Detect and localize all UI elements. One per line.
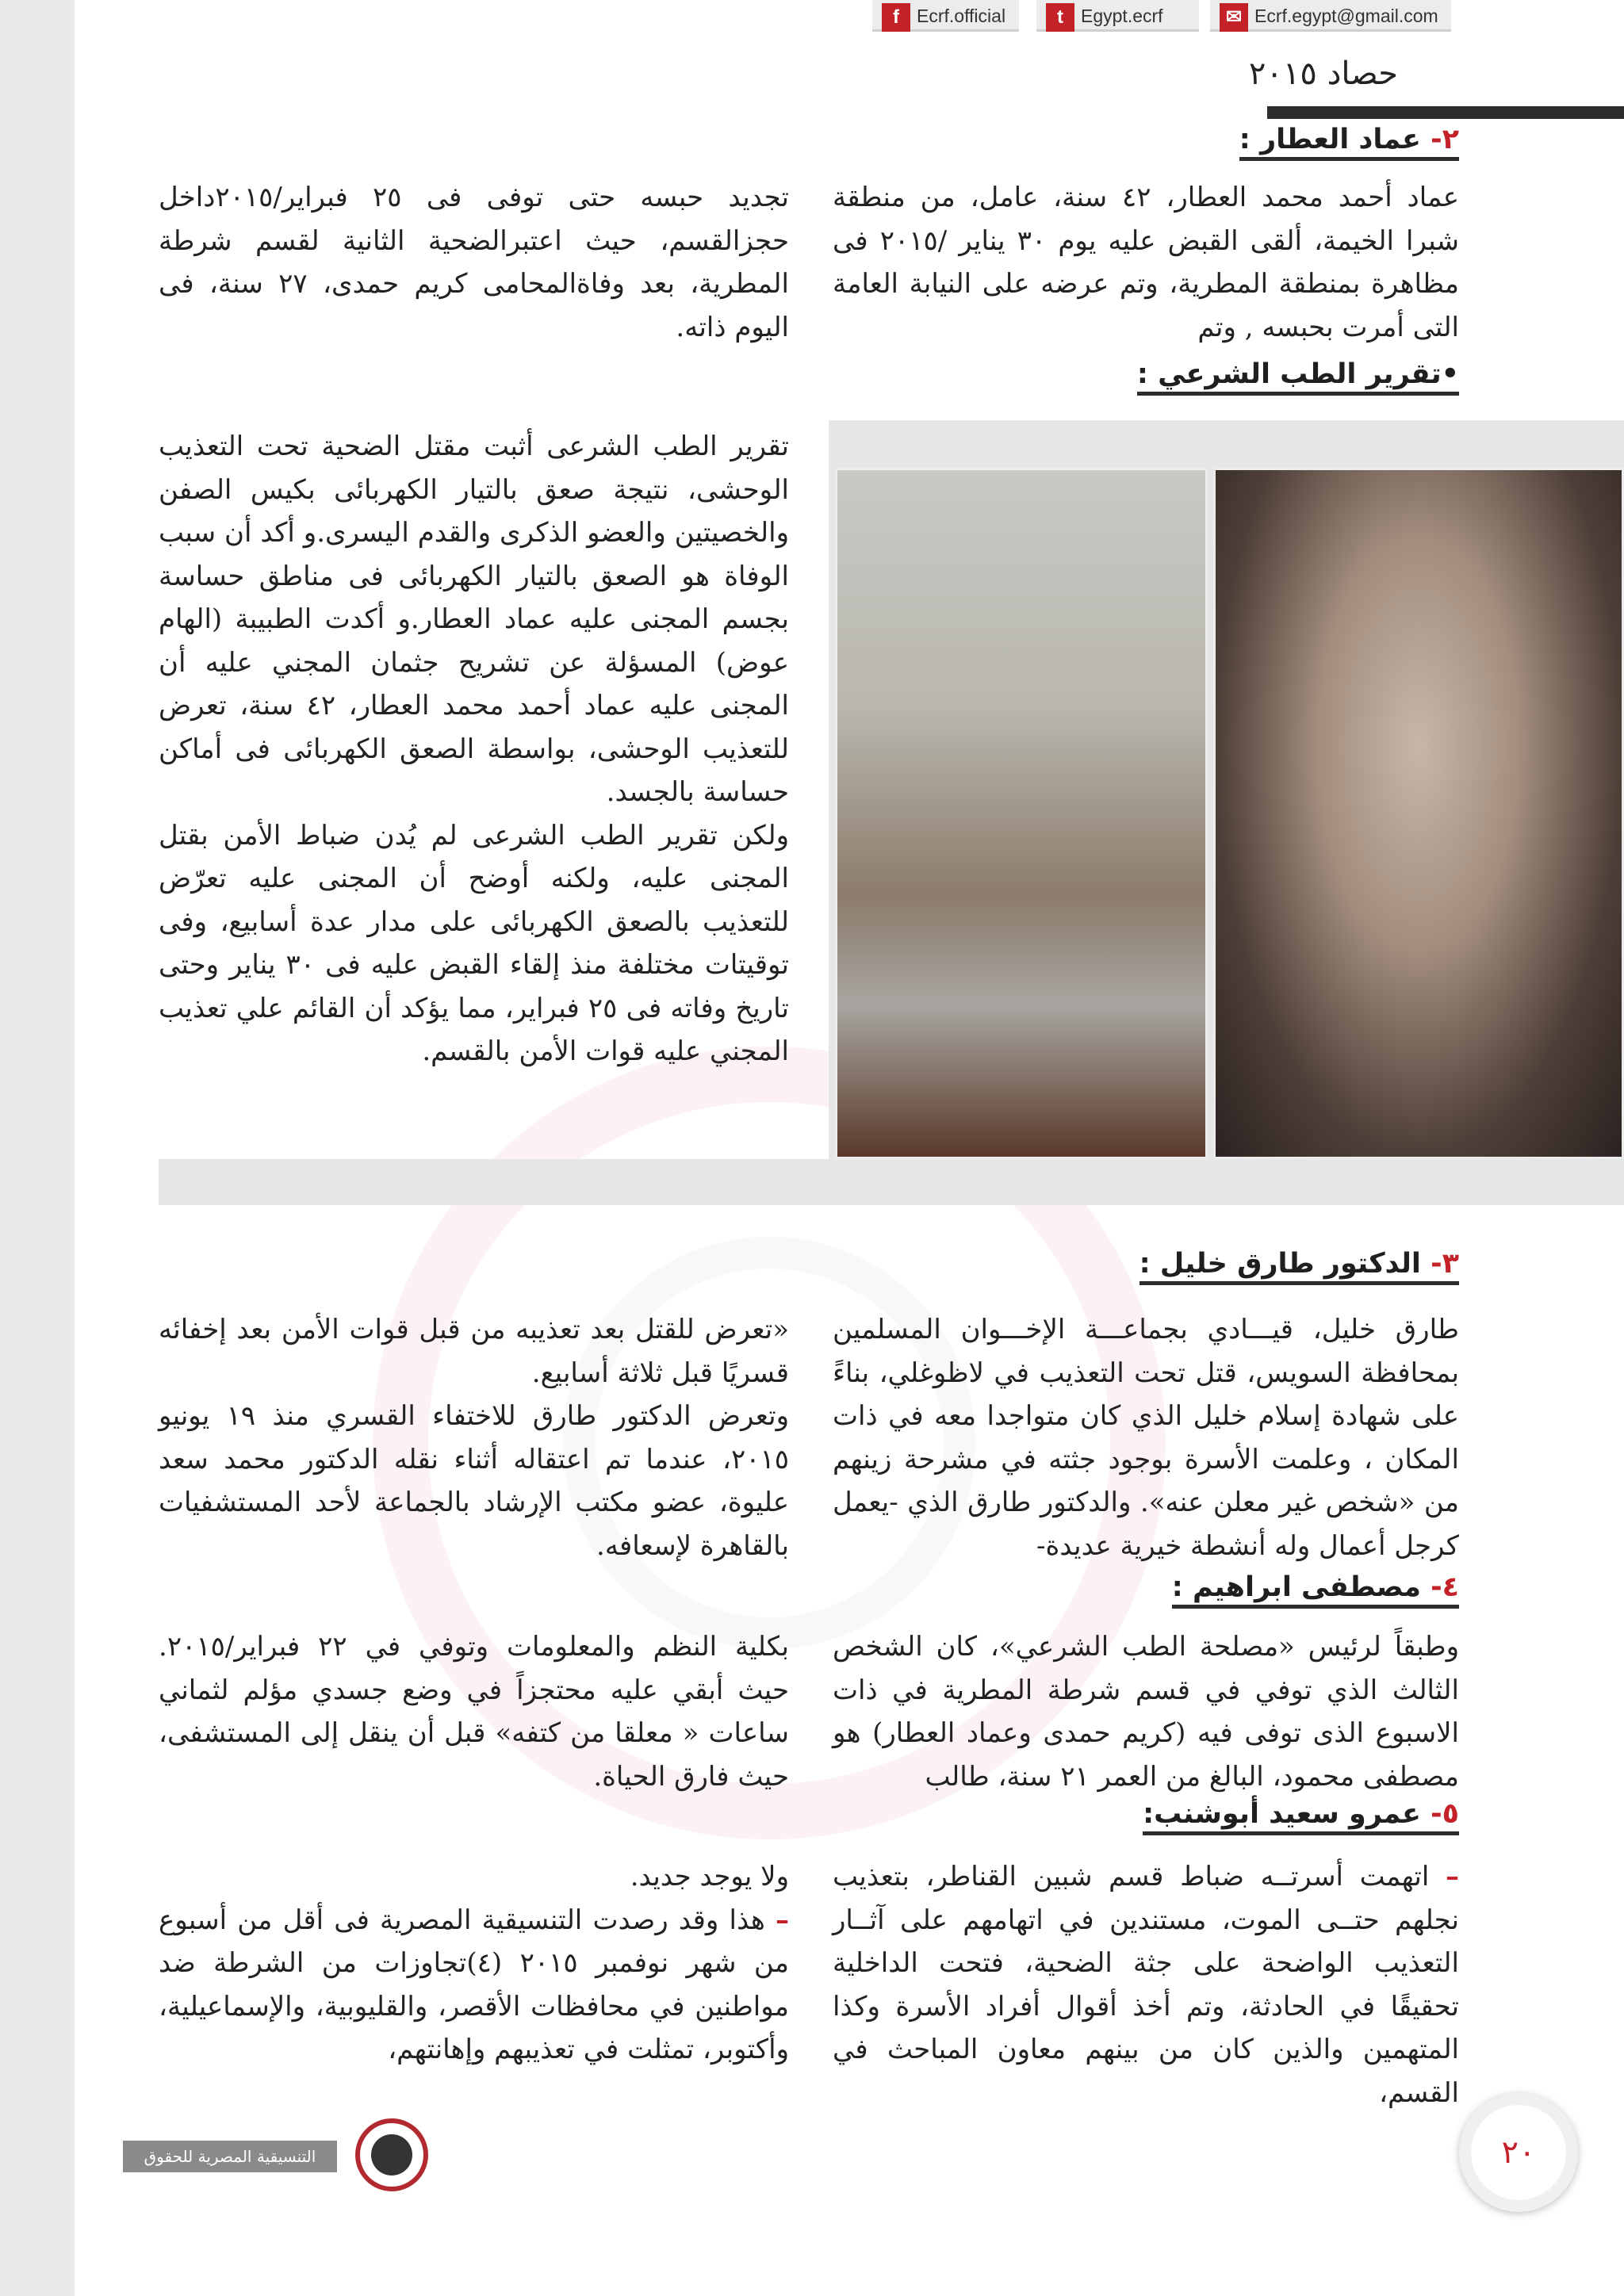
victim-body-photo xyxy=(835,468,1208,1159)
section-3-left-text xyxy=(159,1308,789,1567)
forensic-report-paragraph-2: ولكن تقرير الطب الشرعى لم يُدن ضباط الأمن بقتل المجنى عليه، ولكنه أوضح أن المجنى عليه تعرّض للتعذيب بالصعق الكهربائى على مدار عدة أسابيع، وفى توقيتات مختلفة منذ إلقاء القبض عليه فى ٣٠ يناير وحتى تاريخ وفاته فى ٢٥ فبراير، مما يؤكد أن القائم علي تعذيب المجني عليه قوات الأمن بالقسم. xyxy=(159,819,789,1067)
grey-band xyxy=(159,1159,1624,1205)
section-3-number: ٣- xyxy=(1431,1248,1459,1280)
section-4-title: مصطفى ابراهيم : xyxy=(1171,1571,1421,1603)
facebook-handle: Ecrf.official xyxy=(917,6,1006,26)
forensic-report-text xyxy=(159,425,789,1073)
section-5-heading xyxy=(1143,1798,1459,1830)
running-head: حصاد ٢٠١٥ xyxy=(1248,55,1398,92)
section-5-right-text: – اتهمت أسرتــه ضباط قسم شبين القناطر، بتعذيب نجلهم حتــى الموت، مستندين في اتهامهم على آثــار التعذيب الواضحة على جثة الضحية، فتحت الداخلية تحقيقًا في الحادثة، وتم أخذ أقوال أفراد الأسرة وكذا المتهمين والذين كان من بينهم معاون المباحث في القسم، xyxy=(833,1861,1459,2109)
section-5-number: ٥- xyxy=(1431,1798,1459,1830)
page-number: ٢٠ xyxy=(1471,2105,1566,2200)
forensic-report-paragraph-1: تقرير الطب الشرعى أثبت مقتل الضحية تحت التعذيب الوحشى، نتيجة صعق بالتيار الكهربائى بكيس الصفن والخصيتين والعضو الذكرى والقدم اليسرى.و أكد أن سبب الوفاة هو الصعق بالتيار الكهربائى فى مناطق حساسة بجسم المجنى عليه عماد العطار.و أكدت الطبيبة (الهام عوض) المسؤلة عن تشريح جثمان المجني عليه أن المجنى عليه عماد أحمد محمد العطار، ٤٢ سنة، تعرض للتعذيب الوحشى، بواسطة الصعق الكهربائى فى أماكن حساسة بالجسد. xyxy=(159,430,789,808)
section-4-right-text: وطبقاً لرئيس «مصلحة الطب الشرعي»، كان الشخص الثالث الذي توفي في قسم شرطة المطرية في ذات الاسبوع الذى توفى فيه (كريم حمدى وعماد العطار) هو مصطفى محمود، البالغ من العمر ٢١ سنة، طالب xyxy=(833,1631,1459,1793)
forensic-report-subheading: •تقرير الطب الشرعي : xyxy=(1137,358,1459,390)
facebook-link[interactable] xyxy=(872,0,1019,32)
header-rule xyxy=(1267,106,1624,119)
email-link[interactable] xyxy=(1210,0,1451,32)
section-5-left-paragraph-2: – هذا وقد رصدت التنسيقية المصرية فى أقل من أسبوع من شهر نوفمبر ٢٠١٥ (٤)تجاوزات من الشرطة ضد مواطنين في محافظات الأقصر، والقليوبية، والإسماعيلية، وأكتوبر، تمثلت في تعذيبهم وإهانتهم، xyxy=(159,1904,789,2065)
section-2-number: ٢- xyxy=(1431,124,1459,155)
dash-bullet: – xyxy=(776,1904,789,1936)
twitter-icon: t xyxy=(1046,3,1074,32)
section-5-left-text xyxy=(159,1855,789,2072)
section-3-left-paragraph-1: «تعرض للقتل بعد تعذيبه من قبل قوات الأمن بعد إخفائه قسريًا قبل ثلاثة أسابيع. xyxy=(159,1314,789,1389)
left-margin-strip xyxy=(0,0,75,2296)
org-name-label: التنسيقية المصرية للحقوق والحريات xyxy=(123,2141,337,2172)
email-address: Ecrf.egypt@gmail.com xyxy=(1254,6,1438,26)
section-2-right-text: عماد أحمد محمد العطار، ٤٢ سنة، عامل، من منطقة شبرا الخيمة، ألقى القبض عليه يوم ٣٠ يناير /٢٠١٥ فى مظاهرة بمنطقة المطرية، وتم عرضه على النيابة العامة التى أمرت بحبسه , وتم xyxy=(833,182,1460,343)
section-4-number: ٤- xyxy=(1431,1571,1459,1603)
section-4-heading xyxy=(1172,1571,1459,1603)
section-2-title: عماد العطار : xyxy=(1239,124,1421,155)
org-logo xyxy=(355,2118,428,2191)
section-5-left-paragraph-1: ولا يوجد جديد. xyxy=(630,1861,789,1892)
section-2-left-text: تجديد حبسه حتى توفى فى ٢٥ فبراير/٢٠١٥داخل حجزالقسم، حيث اعتبرالضحية الثانية لقسم شرطة المطرية، بعد وفاةالمحامى كريم حمدى، ٢٧ سنة، فى اليوم ذاته. xyxy=(159,182,789,343)
section-3-title: الدكتور طارق خليل : xyxy=(1139,1248,1421,1280)
section-2-heading xyxy=(1239,124,1459,155)
section-5-title: عمرو سعيد أبوشنب: xyxy=(1143,1798,1421,1830)
victim-portrait-photo xyxy=(1213,468,1624,1159)
dash-bullet: – xyxy=(1446,1861,1459,1892)
section-3-left-paragraph-2: وتعرض الدكتور طارق للاختفاء القسري منذ ١٩ يونيو ٢٠١٥، عندما تم اعتقاله أثناء نقله الدكتور محمد سعد عليوة، عضو مكتب الإرشاد بالجماعة لأحد المستشفيات بالقاهرة لإسعافه. xyxy=(159,1400,790,1562)
page-number-badge xyxy=(1459,2093,1578,2212)
section-3-right-text: طارق خليل، قيـــادي بجماعـــة الإخـــوان المسلمين بمحافظة السويس، قتل تحت التعذيب في لاظوغلي، بناءً على شهادة إسلام خليل الذي كان متواجدا معه في ذات المكان ، وعلمت الأسرة بوجود جثته في مشرحة زينهم من «شخص غير معلن عنه». والدكتور طارق الذي -يعمل كرجل أعمال وله أنشطة خيرية عديدة- xyxy=(833,1314,1459,1562)
twitter-link[interactable] xyxy=(1036,0,1199,32)
email-icon: ✉ xyxy=(1220,3,1248,32)
facebook-icon: f xyxy=(882,3,910,32)
section-3-heading xyxy=(1139,1248,1459,1280)
section-4-left-text: بكلية النظم والمعلومات وتوفي في ٢٢ فبراير/٢٠١٥. حيث أبقي عليه محتجزاً في وضع جسدي مؤلم لثماني ساعات « معلقا من كتفه» قبل أن ينقل إلى المستشفى، حيث فارق الحياة. xyxy=(159,1631,789,1793)
twitter-handle: Egypt.ecrf xyxy=(1081,6,1163,26)
